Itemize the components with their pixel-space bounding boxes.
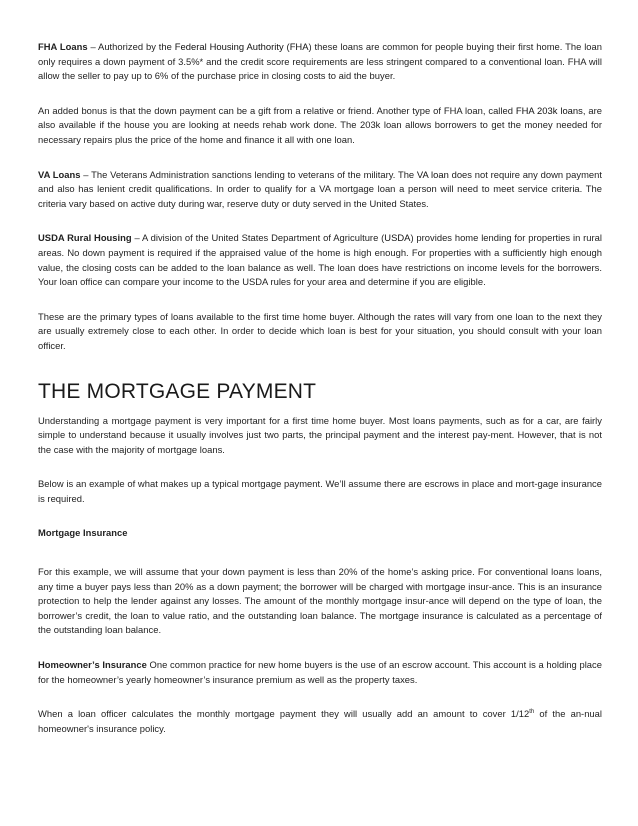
fha-203k-loans-link[interactable]: FHA 203k loans bbox=[515, 104, 583, 116]
homeowners-insurance-paragraph bbox=[38, 658, 602, 687]
fha-link[interactable]: FHA bbox=[289, 41, 309, 52]
fha-loans-paragraph bbox=[38, 40, 602, 84]
text: – A division of the United States Department of Agriculture ( bbox=[131, 232, 385, 244]
text: When a loan officer calculates the monthly mortgage payment they will usually add an amount to cover 1/12 bbox=[38, 708, 530, 720]
fha-203k-paragraph bbox=[38, 104, 602, 148]
homeowners-insurance-term: Homeowner’s Insurance bbox=[38, 659, 147, 671]
monthly-payment-paragraph bbox=[38, 707, 602, 736]
usda-link[interactable]: USDA bbox=[384, 232, 411, 244]
va-loans-paragraph bbox=[38, 168, 602, 212]
text: – Authorized by the bbox=[87, 41, 175, 52]
federal-housing-authority-link[interactable]: Federal Housing Authority bbox=[174, 41, 284, 52]
mortgage-payment-example-paragraph: Below is an example of what makes up a typical mortgage payment. We’ll assume there are escrows in place and mort-gage insurance is required. bbox=[38, 478, 602, 504]
text: ( bbox=[283, 41, 290, 52]
va-loan-link[interactable]: VA loan bbox=[416, 168, 449, 180]
text: One common practice for new home buyers is the use of an escrow account. This account is a holding place for the homeowner’s yearly homeowner’s insurance premium as well as the property taxes. bbox=[38, 659, 602, 685]
usda-rural-housing-term: USDA Rural Housing bbox=[38, 232, 132, 244]
va-loans-term: VA Loans bbox=[38, 168, 81, 180]
fha-loans-term: FHA Loans bbox=[38, 41, 88, 52]
text: ) these loans are common for people buying their first home. The loan only requires a down payment of 3.5%* and the credit score requirements are less stringent compared to a conventional loan. FHA will allow the seller to pay up to 6% of the purchase price in closing costs to aid the buyer. bbox=[38, 41, 602, 82]
usda-rural-housing-paragraph bbox=[38, 231, 602, 289]
text: An added bonus is that the down payment can be a gift from a relative or friend. Another type of FHA loan, called bbox=[38, 104, 516, 116]
loan-types-summary-paragraph: These are the primary types of loans available to the first time home buyer. Although the rates will vary from one loan to the next they are usually extremely close to each other. In order to decide which loan is best for your situation, you should consult with your loan officer. bbox=[38, 310, 602, 351]
text: ) provides home lending for properties in rural areas. No down payment is required if the appraised value of the home is high enough. For properties with a sufficiently high enough value, the closing costs can be added to the loan balance as well. The loan does have restrictions on income levels for the borrowers. Your loan office can compare your income to the USDA rules for your area and determine if you are eligible. bbox=[38, 232, 602, 288]
mortgage-insurance-paragraph: For this example, we will assume that your down payment is less than 20% of the home’s asking price. For conventional loans loans, any time a buyer pays less than 20% as a down payment; the borrower will be charged with mortgage insur-ance. This is an insurance protection to help the lender against any losses. The amount of the monthly mortgage insur-ance will depend on the type of loan, the borrower’s credit, the loan to value ratio, and the outstanding loan balance. The mortgage insurance is calculated as a percentage of the outstanding loan balance. bbox=[38, 566, 602, 636]
superscript: th bbox=[529, 709, 535, 716]
text: does not require any down payment and also has lenient credit qualifications. In order to qualify for a VA mortgage loan a person will need to meet service criteria. The criteria vary based on active duty during war, reserve duty or duty served in the United States. bbox=[38, 168, 602, 209]
text: – The Veterans Administration sanctions lending to veterans of the military. The bbox=[80, 168, 417, 180]
section-heading: THE MORTGAGE PAYMENT bbox=[38, 379, 317, 403]
mortgage-payment-intro-paragraph: Understanding a mortgage payment is very important for a first time home buyer. Most loans payments, such as for a car, are fairly simple to understand because it usually involves just two parts, the principal payment and the interest pay-ment. However, that is not the case with the majority of mortgage loans. bbox=[38, 414, 602, 455]
mortgage-insurance-subheading: Mortgage Insurance bbox=[38, 527, 128, 539]
text: of the an-nual homeowner's insurance policy. bbox=[38, 708, 602, 734]
text: , are also available if the house you are looking at needs rehab work done. The 203k loan allows borrowers to get the money needed for necessary repairs plus the price of the home and finance it all with one loan. bbox=[38, 104, 602, 145]
